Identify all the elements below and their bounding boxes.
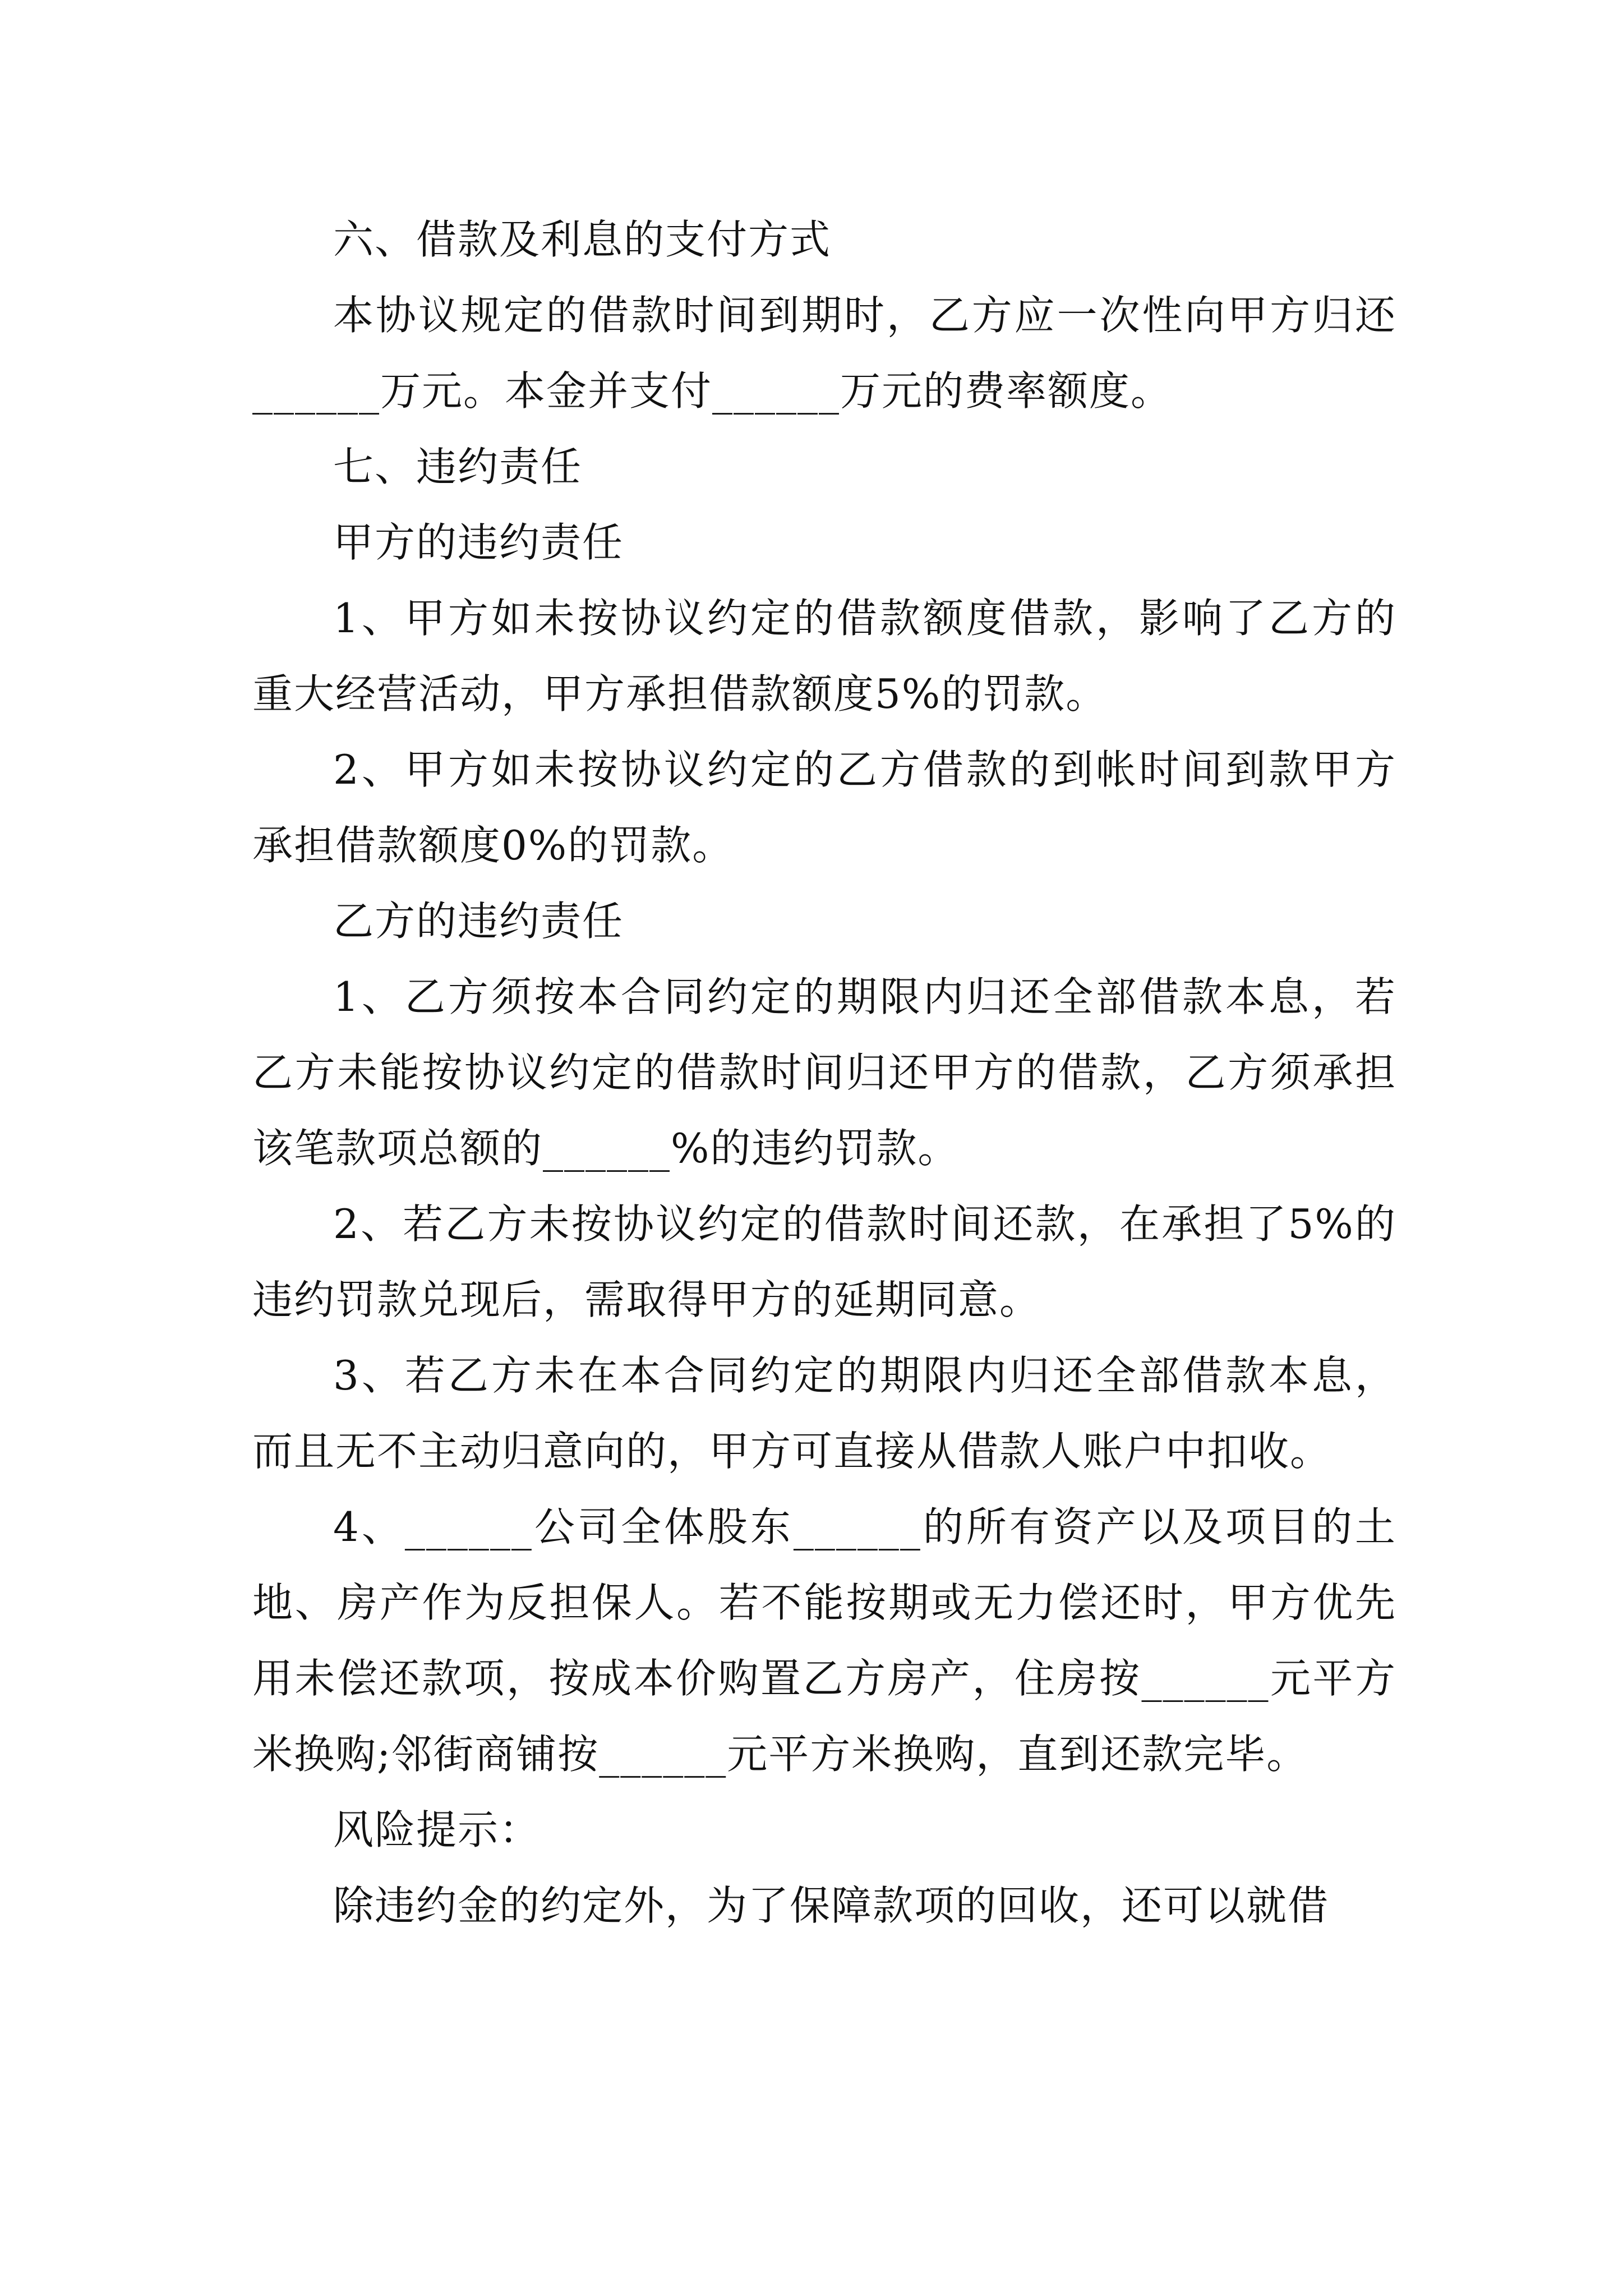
section-heading-payment: 六、借款及利息的支付方式 [333,216,832,263]
document-body [252,202,1396,1944]
clause-party-b-1: 1、乙方须按本合同约定的期限内归还全部借款本息，若乙方未能按协议约定的借款时间归还甲方的借款，乙方须承担该笔款项总额的______%的违约罚款。 [252,973,1396,1172]
clause-party-a-2: 2、甲方如未按协议约定的乙方借款的到帐时间到款甲方承担借款额度0%的罚款。 [252,746,1396,869]
clause-party-b-3: 3、若乙方未在本合同约定的期限内归还全部借款本息，而且无不主动归意向的，甲方可直接从借款人账户中扣收。 [252,1352,1396,1475]
subheading-party-a-liability: 甲方的违约责任 [333,519,624,566]
risk-warning-heading: 风险提示： [333,1806,541,1853]
clause-party-a-1: 1、甲方如未按协议约定的借款额度借款，影响了乙方的重大经营活动，甲方承担借款额度5%的罚款。 [252,595,1396,717]
clause-party-b-4: 4、______公司全体股东______的所有资产以及项目的土地、房产作为反担保人。若不能按期或无力偿还时，甲方优先用未偿还款项，按成本价购置乙方房产，住房按______元平方米换购;邻街商铺按______元平方米换购，直到还款完毕。 [252,1503,1396,1778]
paragraph-repayment: 本协议规定的借款时间到期时，乙方应一次性向甲方归还______万元。本金并支付______万元的费率额度。 [252,292,1396,415]
section-heading-liability: 七、违约责任 [333,443,583,490]
subheading-party-b-liability: 乙方的违约责任 [333,898,624,945]
risk-warning-text: 除违约金的约定外，为了保障款项的回收，还可以就借 [333,1882,1330,1929]
clause-party-b-2: 2、若乙方未按协议约定的借款时间还款，在承担了5%的违约罚款兑现后，需取得甲方的延期同意。 [252,1200,1396,1323]
